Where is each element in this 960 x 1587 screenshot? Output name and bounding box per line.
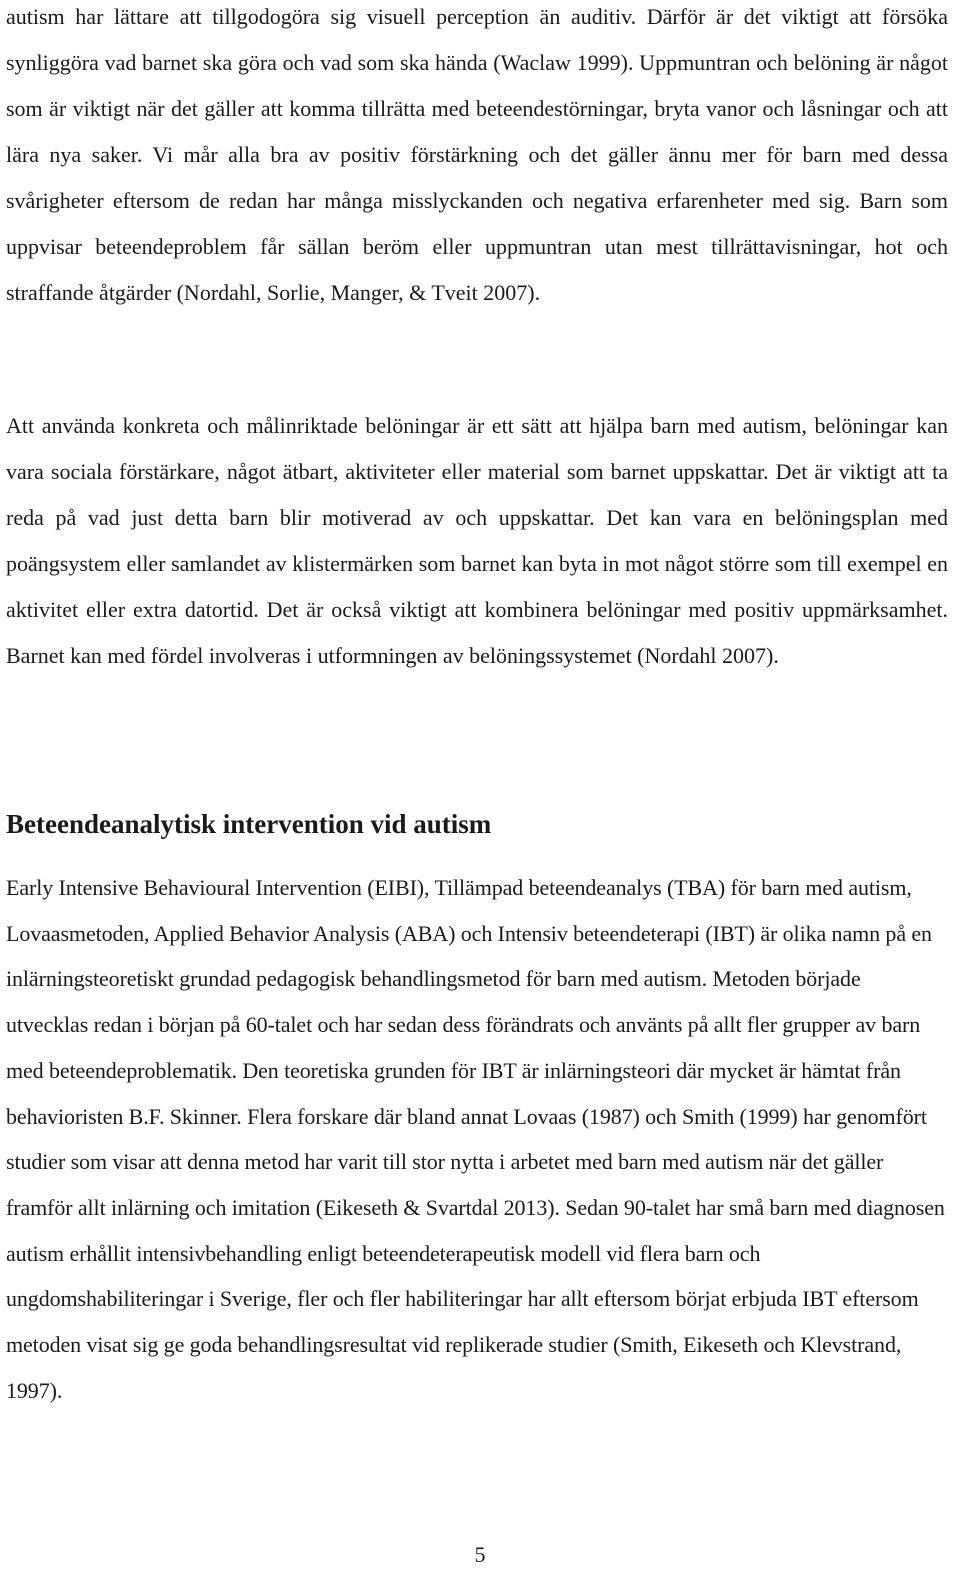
body-paragraph-reinforcement: autism har lättare att tillgodogöra sig visuell perception än auditiv. Därför är det viktigt att försöka synliggöra vad barnet ska göra och vad som ska hända (Waclaw 1999). Uppmuntran och belöning är något som är viktigt när det gäller att komma tillrätta med beteendestörningar, bryta vanor och låsningar och att lära nya saker. Vi mår alla bra av positiv förstärkning och det gäller ännu mer för barn med dessa svårigheter eftersom de redan har många misslyckanden och negativa erfarenheter med sig. Barn som uppvisar beteendeproblem får sällan beröm eller uppmuntran utan mest tillrättavisningar, hot och straffande åtgärder (Nordahl, Sorlie, Manger, & Tveit 2007). bbox=[6, 4, 948, 305]
section-heading: Beteendeanalytisk intervention vid autism bbox=[6, 809, 492, 839]
page-number: 5 bbox=[474, 1542, 486, 1567]
body-paragraph-ibt: Early Intensive Behavioural Intervention (EIBI), Tillämpad beteendeanalys (TBA) för barn med autism, Lovaasmetoden, Applied Behavior Analysis (ABA) och Intensiv beteendeterapi (IBT) är olika namn på en inlärningsteoretiskt grundad pedagogisk behandlingsmetod för barn med autism. Metoden började utvecklas redan i början på 60-talet och har sedan dess förändrats och använts på allt fler grupper av barn med beteendeproblematik. Den teoretiska grunden för IBT är inlärningsteori där mycket är hämtat från behavioristen B.F. Skinner. Flera forskare där bland annat Lovaas (1987) och Smith (1999) har genomfört studier som visar att denna metod har varit till stor nytta i arbetet med barn med autism när det gäller framför allt inlärning och imitation (Eikeseth & Svartdal 2013). Sedan 90-talet har små barn med diagnosen autism erhållit intensivbehandling enligt beteendeterapeutisk modell vid flera barn och ungdomshabiliteringar i Sverige, fler och fler habiliteringar har allt eftersom börjat erbjuda IBT eftersom metoden visat sig ge goda behandlingsresultat vid replikerade studier (Smith, Eikeseth och Klevstrand, 1997). bbox=[6, 875, 945, 1403]
body-paragraph-rewards: Att använda konkreta och målinriktade belöningar är ett sätt att hjälpa barn med autism, belöningar kan vara sociala förstärkare, något ätbart, aktiviteter eller material som barnet uppskattar. Det är viktigt att ta reda på vad just detta barn blir motiverad av och uppskattar. Det kan vara en belöningsplan med poängsystem eller samlandet av klistermärken som barnet kan byta in mot något större som till exempel en aktivitet eller extra datortid. Det är också viktigt att kombinera belöningar med positiv uppmärksamhet. Barnet kan med fördel involveras i utformningen av belöningssystemet (Nordahl 2007). bbox=[6, 413, 948, 668]
